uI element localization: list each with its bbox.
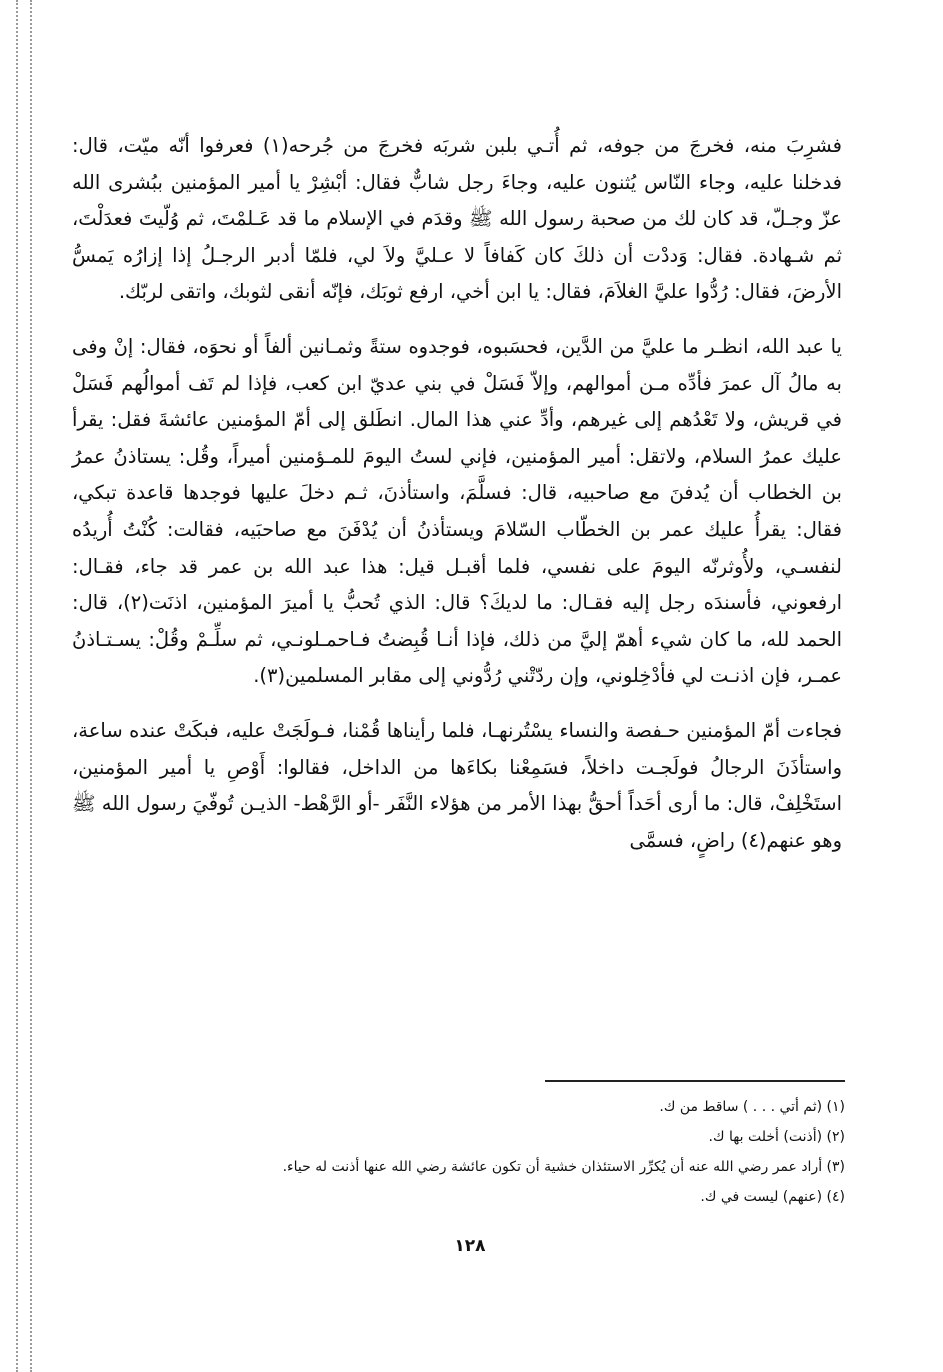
paragraph-2: يا عبد الله، انظـر ما عليَّ من الدَّين، فحسَبوه، فوجدوه ستةً وثمـانين ألفاً أو نحوَه، فقال: إنْ وفى به مالُ آل عمرَ فأدِّه مـن أموالهم، وإلاّ فَسَلْ في بني عديّ ابن كعب، فإذا لم تَف أموالُهم فَسَلْ في قريش، ولا تَعْدُهم إلى غيرهم، وأدِّ عني هذا المال. انطَلق إلى أمّ المؤمنين عائشةَ فقل: يقرأ عليك عمرُ السلام، ولاتقل: أمير المؤمنين، فإني لستُ اليومَ للمـؤمنين أميراً، وقُل: يستاذنُ عمرُ بن الخطاب أن يُدفنَ مع صاحبيه، قال: فسلَّمَ، واستأذنَ، ثـم دخلَ عليها فوجدها قاعدة تبكي، فقال: يقرأُ عليك عمر بن الخطّاب السّلامَ ويستأذنُ أن يُدْفَنَ مع صاحبَيه، فقالت: كُنْتُ أُريدُه لنفسـي، ولأُوثرنّه اليومَ على نفسي، فلما أقبـل قيل: هذا عبد الله بن عمر قد جاء، فقـال: ارفعوني، فأسندَه رجل إليه فقـال: ما لديكَ؟ قال: الذي تُحبُّ يا أميرَ المؤمنين، اذنَت(٢)، قال: الحمد لله، ما كان شيء أهمّ إليَّ من ذلك، فإذا أنـا قُبِضتُ فـاحمـلونـي، ثم سلِّـمْ وقُلْ: يسـتـاذنُ عمـر، فإن اذنـت لي فأدْخِلوني، وإن ردّتْني رُدُّوني إلى مقابر المسلمين(٣).	[72, 334, 842, 688]
paragraph-3: فجاءت أمّ المؤمنين حـفصة والنساء يسْتُرنهـا، فلما رأيناها قُمْنا، فـولَجَتْ عليه، فبكَتْ عنده ساعة، واستأذَنَ الرجالُ فولَجـت داخلاً، فسَمِعْنا بكاءَها من الداخل، فقالوا: أَوْصِ يا أمير المؤمنين، استَخْلِفْ، قال: ما أرى أحَداً أحقُّ بهذا الأمر من هؤلاء النَّفَر -أو الرَّهْط- الذيـن تُوفّيَ رسول الله ﷺ وهو عنهم(٤) راضٍ، فسمَّى	[72, 718, 842, 852]
page-edge-mark	[16, 0, 18, 1372]
footnote-1: (١) (ثم أتي . . . ) ساقط من ك.	[659, 1099, 845, 1115]
footnote-4: (٤) (عنهم) ليست في ك.	[700, 1189, 845, 1205]
footnote-divider	[545, 1080, 845, 1082]
paragraph-1: فشرِبَ منه، فخرجَ من جوفه، ثم أُتـي بلبن شربَه فخرجَ من جُرحه(١) فعرفوا أنّه ميّت، قال: فدخلنا عليه، وجاء النّاس يُثنون عليه، وجاءَ رجل شابٌّ فقال: أبْشِرْ يا أمير المؤمنين ببُشرى الله عزّ وجـلّ، قد كان لك من صحبة رسول الله ﷺ وقدَم في الإسلام ما قد عَـلمْتَ، ثم وُلّيتَ فعدَلْتَ، ثم شـهادة. فقال: وَددْت أن ذلكَ كان كَفافاً لا عـليَّ ولاَ لي، فلمّا أدبر الرجـلُ إذا إزارُه يَمسُّ الأرضَ، فقال: رُدُّوا عليَّ الغلاَمَ، فقال: يا ابن أخي، ارفع ثوبَك، فإنّه أنقى لثوبك، واتقى لربّك.	[72, 134, 843, 304]
page-edge-mark	[30, 0, 32, 1372]
page-body	[72, 128, 842, 859]
footnote-2: (٢) (أذنت) أخلت بها ك.	[708, 1129, 845, 1145]
footnotes	[100, 1092, 845, 1212]
page-number: ١٢٨	[454, 1236, 486, 1256]
footnote-3: (٣) أراد عمر رضي الله عنه أن يُكرِّر الاستئذان خشية أن تكون عائشة رضي الله عنها أذنت له حياء.	[282, 1159, 845, 1175]
